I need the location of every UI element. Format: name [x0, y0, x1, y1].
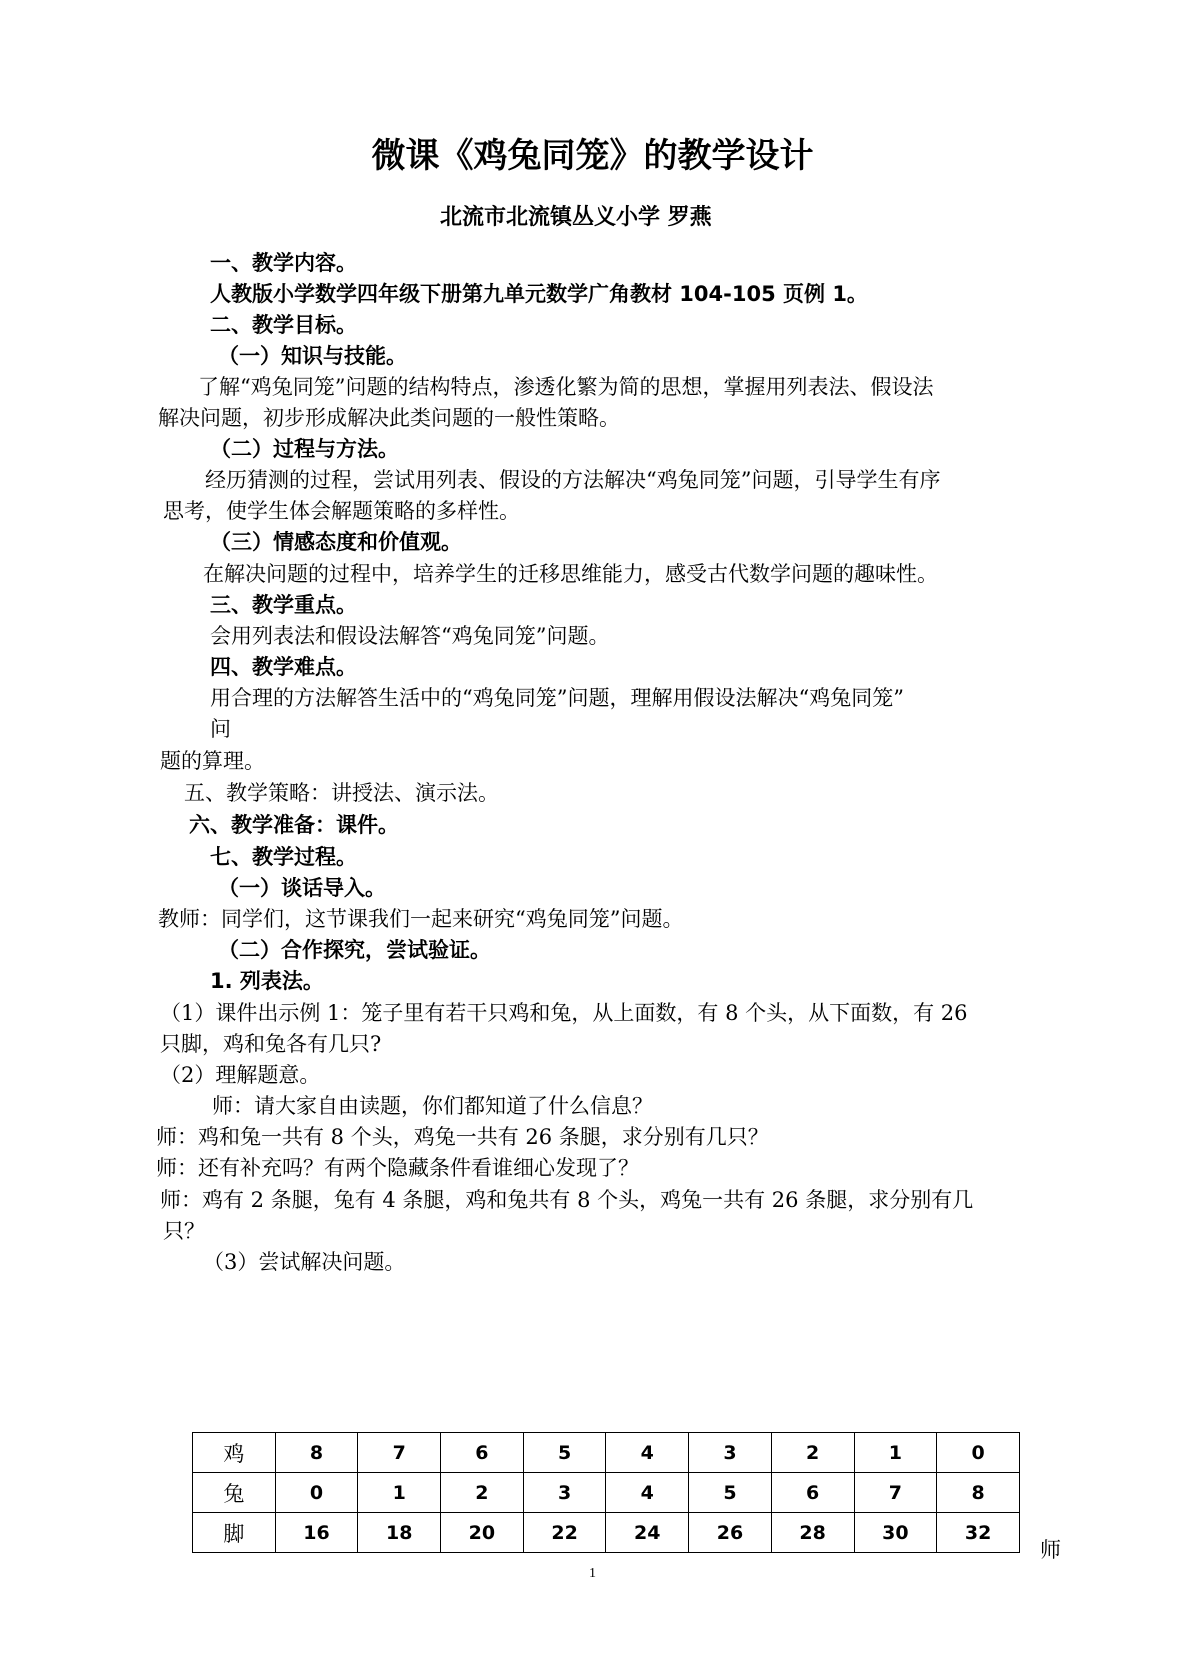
table-cell: 7 [358, 1433, 441, 1473]
table-cell: 4 [606, 1433, 689, 1473]
table-cell: 32 [937, 1513, 1020, 1553]
table-cell: 8 [937, 1473, 1020, 1513]
paragraph: 问 [210, 717, 231, 741]
subsection-heading: （二）合作探究，尝试验证。 [218, 938, 491, 962]
paragraph: （1）课件出示例 1：笼子里有若干只鸡和兔，从上面数，有 8 个头，从下面数，有 26 [160, 1001, 968, 1025]
paragraph: 师：还有补充吗？有两个隐藏条件看谁细心发现了？ [156, 1156, 639, 1180]
subsection-heading: （一）知识与技能。 [218, 344, 407, 368]
section-heading: 六、教学准备：课件。 [189, 813, 399, 837]
table-cell: 2 [771, 1433, 854, 1473]
table-cell: 2 [441, 1473, 524, 1513]
table-cell: 0 [937, 1433, 1020, 1473]
section-heading: 一、教学内容。 [210, 251, 357, 275]
paragraph: 会用列表法和假设法解答“鸡兔同笼”问题。 [210, 624, 610, 648]
paragraph: 思考，使学生体会解题策略的多样性。 [163, 499, 520, 523]
paragraph: 在解决问题的过程中，培养学生的迁移思维能力，感受古代数学问题的趣味性。 [203, 562, 938, 586]
table-row-label: 兔 [193, 1473, 276, 1513]
subsection-heading: （一）谈话导入。 [218, 876, 386, 900]
table-cell: 7 [854, 1473, 937, 1513]
subsection-heading: （二）过程与方法。 [210, 437, 399, 461]
table-cell: 1 [358, 1473, 441, 1513]
page-number: 1 [589, 1566, 596, 1581]
paragraph: 师：请大家自由读题，你们都知道了什么信息？ [212, 1094, 653, 1118]
paragraph: 了解“鸡兔同笼”问题的结构特点，渗透化繁为简的思想，掌握用列表法、假设法 [198, 375, 934, 399]
paragraph: 人教版小学数学四年级下册第九单元数学广角教材 104-105 页例 1。 [210, 282, 868, 306]
table-row [193, 1513, 1020, 1553]
table-row-label: 脚 [193, 1513, 276, 1553]
section-heading: 四、教学难点。 [210, 655, 357, 679]
table-cell: 5 [689, 1473, 772, 1513]
paragraph: 师：鸡和兔一共有 8 个头，鸡兔一共有 26 条腿，求分别有几只？ [156, 1125, 769, 1149]
table-cell: 26 [689, 1513, 772, 1553]
paragraph: 解决问题，初步形成解决此类问题的一般性策略。 [158, 406, 620, 430]
table-row-label: 鸡 [193, 1433, 276, 1473]
trailing-text: 师 [1040, 1538, 1061, 1562]
paragraph: 师：鸡有 2 条腿，兔有 4 条腿，鸡和兔共有 8 个头，鸡兔一共有 26 条腿，求分别有几 [160, 1188, 974, 1212]
subsection-heading: 1. 列表法。 [210, 969, 324, 993]
table-cell: 0 [275, 1473, 358, 1513]
table-cell: 5 [523, 1433, 606, 1473]
table-cell: 20 [441, 1513, 524, 1553]
table-cell: 3 [689, 1433, 772, 1473]
author-line: 北流市北流镇丛义小学 罗燕 [440, 205, 712, 230]
table-cell: 22 [523, 1513, 606, 1553]
section-heading: 五、教学策略：讲授法、演示法。 [184, 781, 499, 805]
table-row [193, 1473, 1020, 1513]
subsection-heading: （三）情感态度和价值观。 [210, 530, 462, 554]
paragraph: （3）尝试解决问题。 [203, 1250, 406, 1274]
paragraph: 用合理的方法解答生活中的“鸡兔同笼”问题，理解用假设法解决“鸡兔同笼” [210, 686, 904, 710]
table-cell: 8 [275, 1433, 358, 1473]
table-cell: 6 [771, 1473, 854, 1513]
table-cell: 28 [771, 1513, 854, 1553]
document-title: 微课《鸡兔同笼》的教学设计 [371, 136, 814, 176]
paragraph: 教师：同学们，这节课我们一起来研究“鸡兔同笼”问题。 [158, 907, 684, 931]
paragraph: （2）理解题意。 [160, 1063, 321, 1087]
table-cell: 1 [854, 1433, 937, 1473]
paragraph: 只脚，鸡和兔各有几只? [160, 1032, 382, 1056]
table-cell: 30 [854, 1513, 937, 1553]
paragraph: 经历猜测的过程，尝试用列表、假设的方法解决“鸡兔同笼”问题，引导学生有序 [205, 468, 941, 492]
table-cell: 18 [358, 1513, 441, 1553]
table-cell: 3 [523, 1473, 606, 1513]
table-cell: 6 [441, 1433, 524, 1473]
table-cell: 24 [606, 1513, 689, 1553]
table-row [193, 1433, 1020, 1473]
paragraph: 只？ [163, 1219, 205, 1243]
section-heading: 七、教学过程。 [210, 845, 357, 869]
paragraph: 题的算理。 [160, 749, 265, 773]
table-cell: 16 [275, 1513, 358, 1553]
section-heading: 二、教学目标。 [210, 313, 357, 337]
chicken-rabbit-table [192, 1432, 1020, 1553]
section-heading: 三、教学重点。 [210, 593, 357, 617]
table-cell: 4 [606, 1473, 689, 1513]
